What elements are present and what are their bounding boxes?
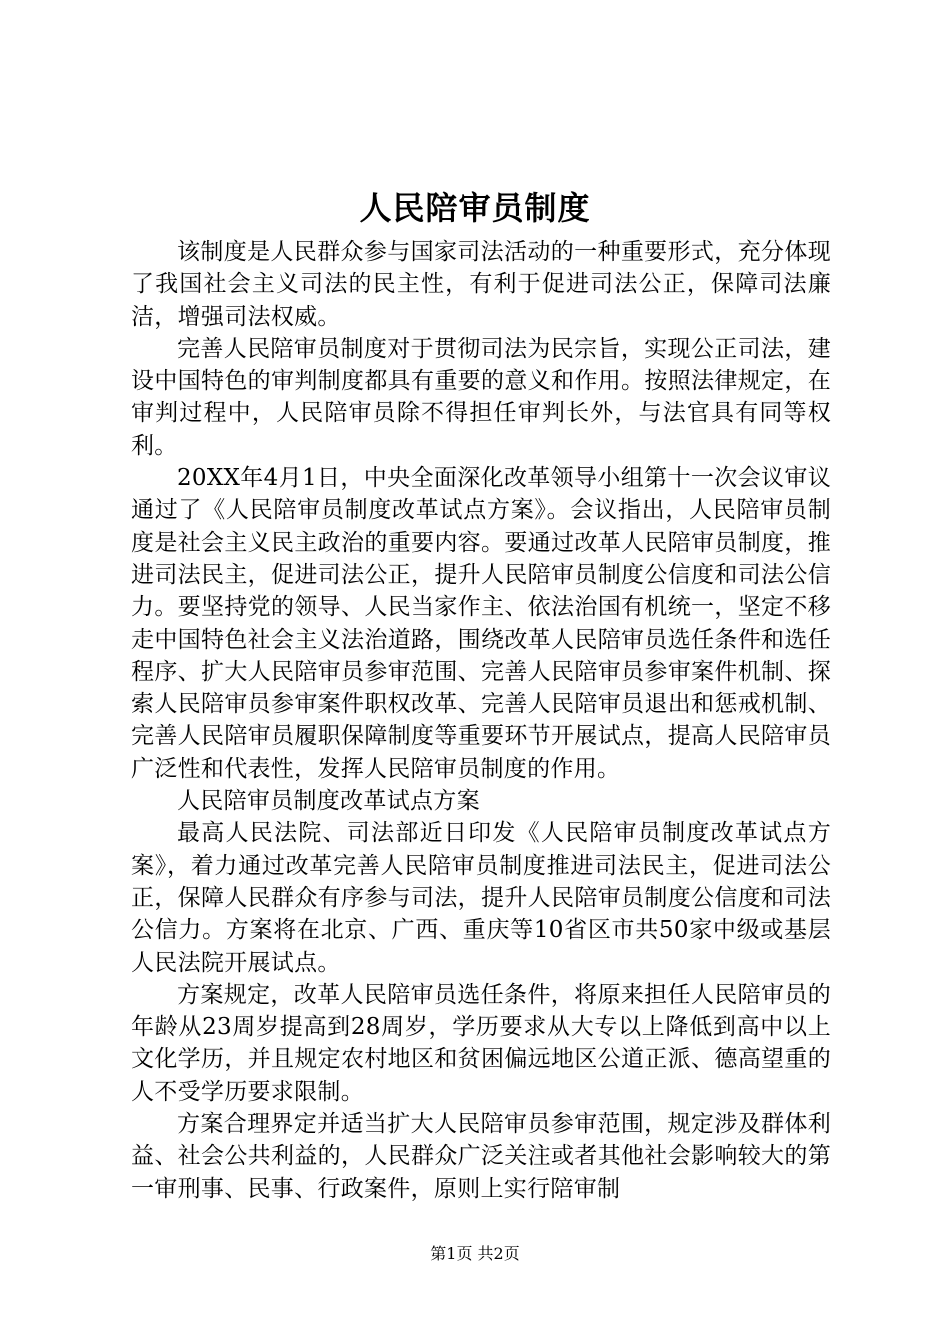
paragraph-3: 20XX年4月1日，中央全面深化改革领导小组第十一次会议审议通过了《人民陪审员制度改革试点方案》。会议指出，人民陪审员制度是社会主义民主政治的重要内容。要通过改革人民陪审员制度，推进司法民主，促进司法公正，提升人民陪审员制度公信度和司法公信力。要坚持党的领导、人民当家作主、依法治国有机统一，坚定不移走中国特色社会主义法治道路，围绕改革人民陪审员选任条件和选任程序、扩大人民陪审员参审范围、完善人民陪审员参审案件机制、探索人民陪审员参审案件职权改革、完善人民陪审员退出和惩戒机制、完善人民陪审员履职保障制度等重要环节开展试点，提高人民陪审员广泛性和代表性，发挥人民陪审员制度的作用。	[131, 465, 831, 782]
paragraph-5: 方案规定，改革人民陪审员选任条件，将原来担任人民陪审员的年龄从23周岁提高到28周岁，学历要求从大专以上降低到高中以上文化学历，并且规定农村地区和贫困偏远地区公道正派、德高望重的人不受学历要求限制。	[131, 981, 831, 1105]
paragraph-1: 该制度是人民群众参与国家司法活动的一种重要形式，充分体现了我国社会主义司法的民主性，有利于促进司法公正，保障司法廉洁，增强司法权威。	[131, 239, 831, 330]
page-title: 人民陪审员制度	[359, 189, 591, 227]
page-footer: 第1页 共2页	[430, 1244, 520, 1263]
paragraph-6: 方案合理界定并适当扩大人民陪审员参审范围，规定涉及群体利益、社会公共利益的，人民群众广泛关注或者其他社会影响较大的第一审刑事、民事、行政案件，原则上实行陪审制	[131, 1111, 831, 1202]
paragraph-4: 最高人民法院、司法部近日印发《人民陪审员制度改革试点方案》，着力通过改革完善人民陪审员制度推进司法民主，促进司法公正，保障人民群众有序参与司法，提升人民陪审员制度公信度和司法公信力。方案将在北京、广西、重庆等10省区市共50家中级或基层人民法院开展试点。	[131, 820, 831, 976]
paragraph-2: 完善人民陪审员制度对于贯彻司法为民宗旨，实现公正司法，建设中国特色的审判制度都具有重要的意义和作用。按照法律规定，在审判过程中，人民陪审员除不得担任审判长外，与法官具有同等权利。	[131, 335, 831, 459]
document-body	[131, 236, 831, 1205]
section-heading: 人民陪审员制度改革试点方案	[177, 788, 480, 815]
